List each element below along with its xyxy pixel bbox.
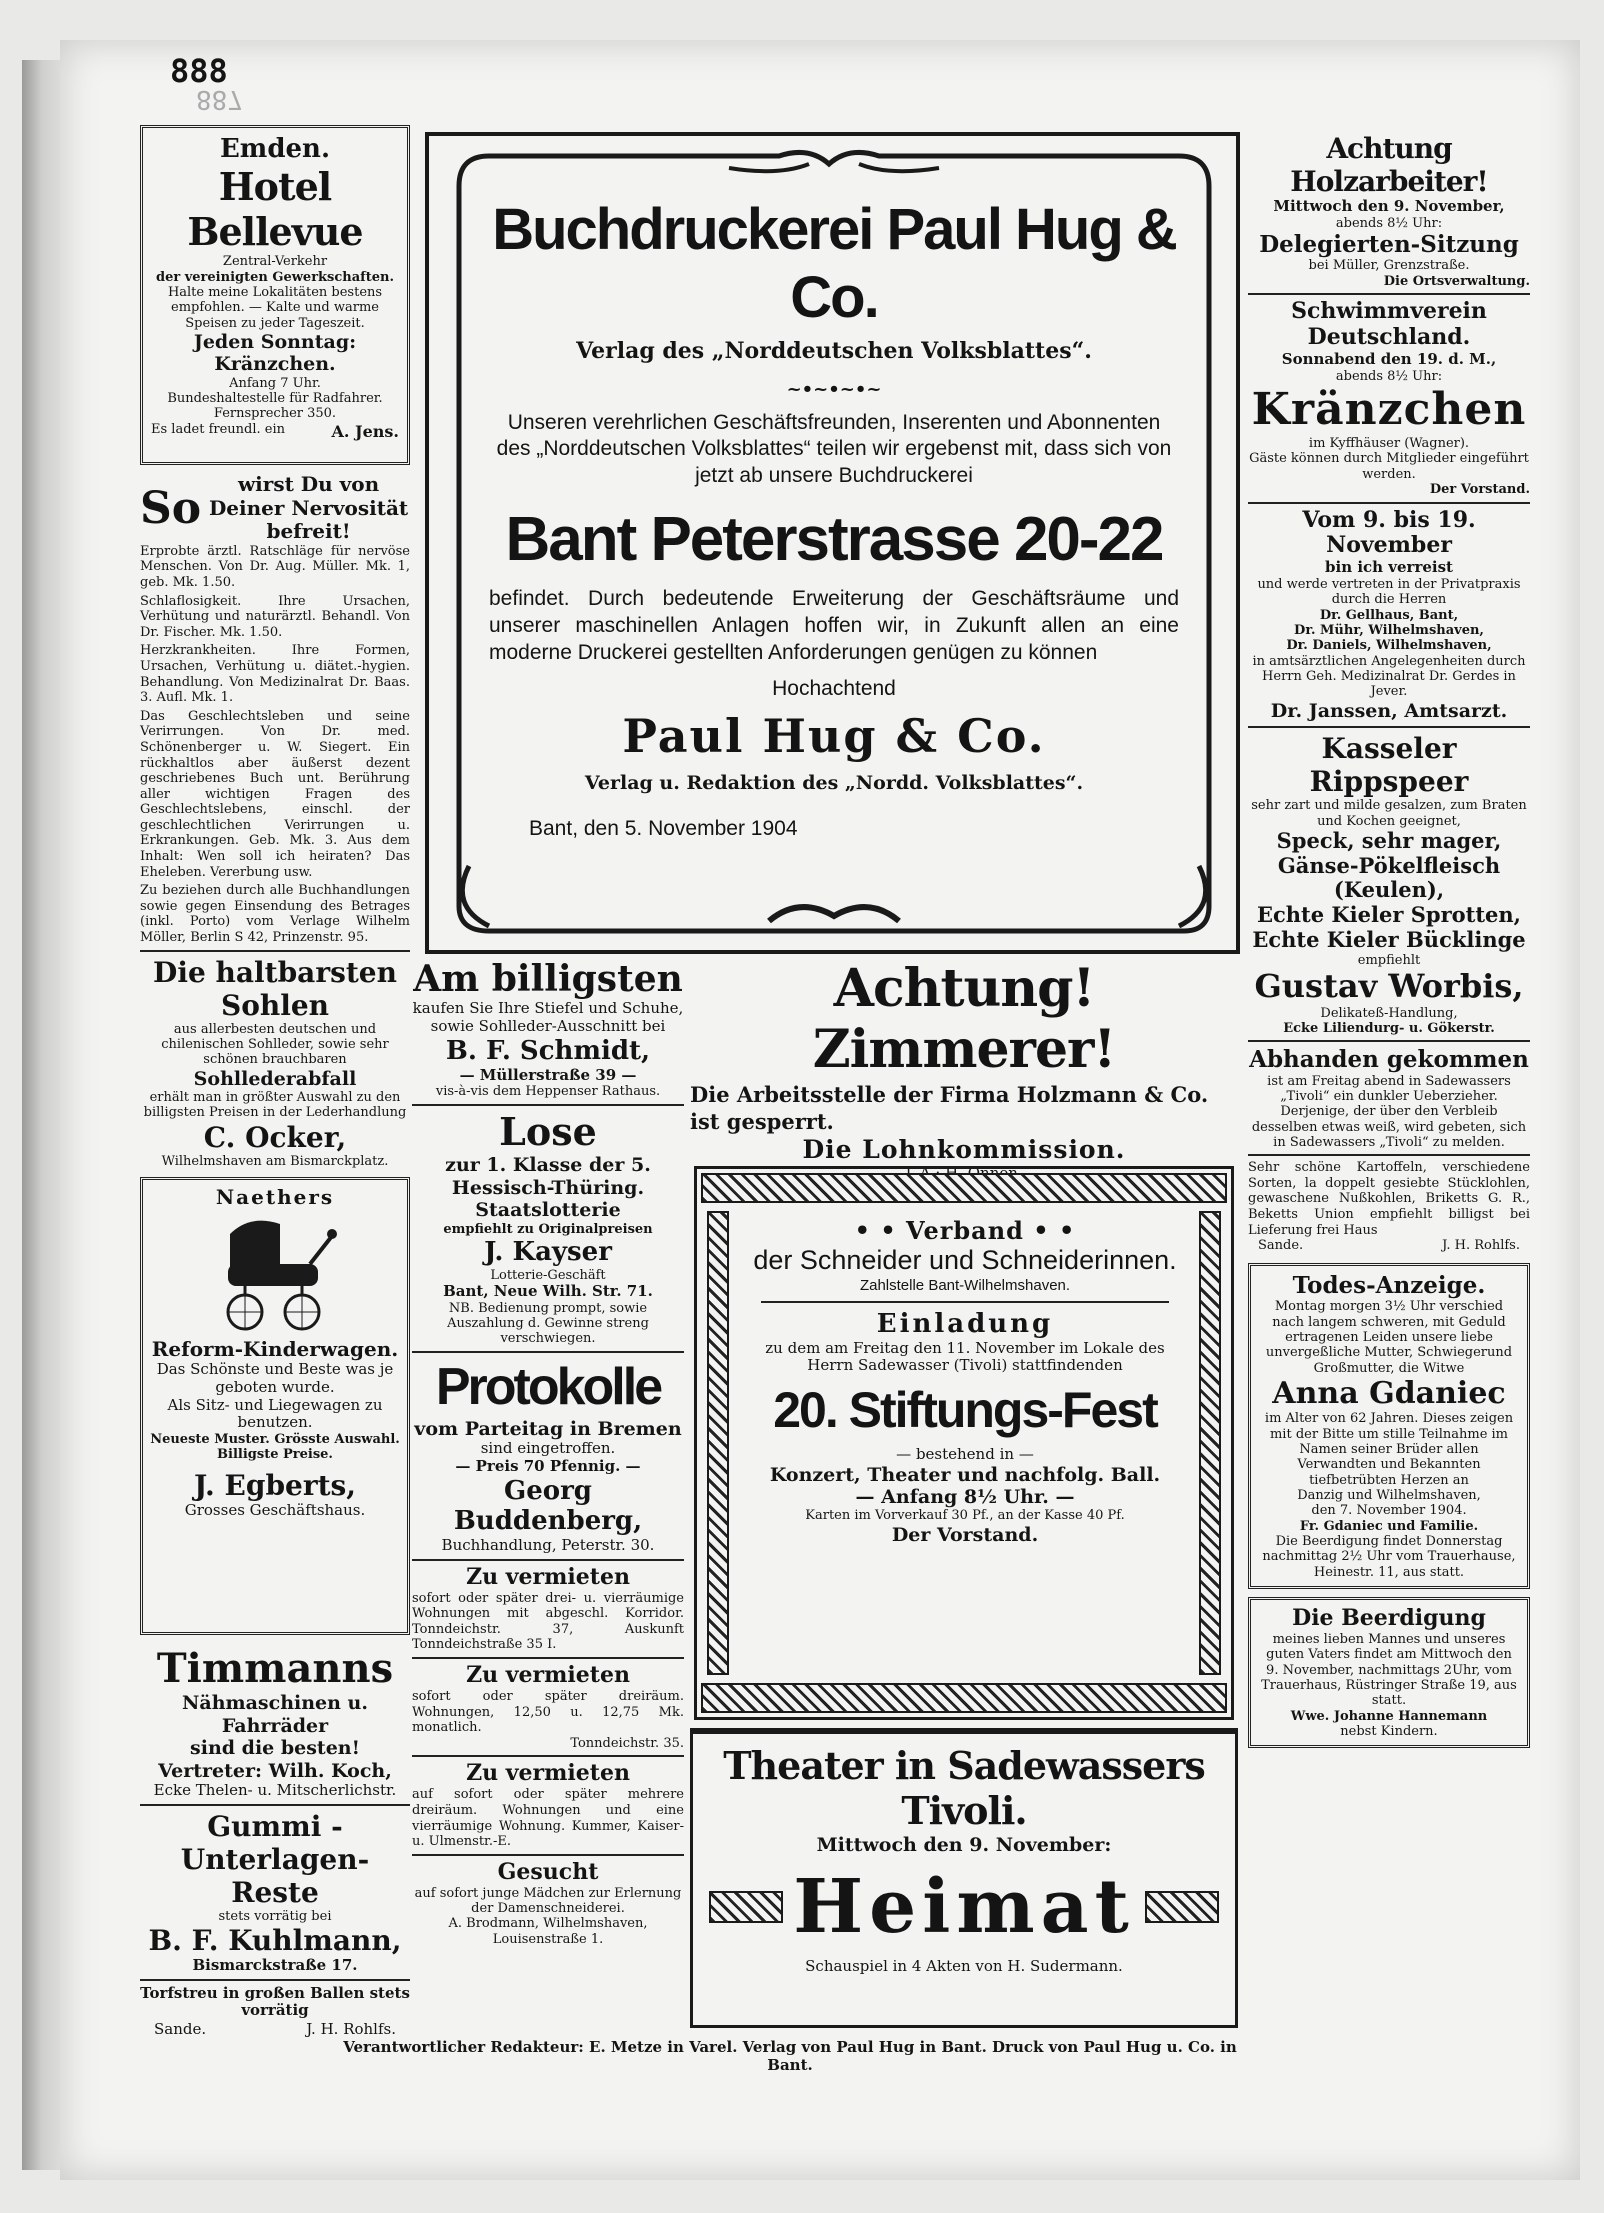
divider <box>412 1351 684 1353</box>
protocols-price: — Preis 70 Pfennig. — <box>455 1457 641 1476</box>
death-place: Danzig und Wilhelmshaven, <box>1297 1487 1481 1503</box>
ad-hotel-bellevue <box>140 125 410 465</box>
ad-nerves <box>140 473 410 946</box>
nerves-p3: Herzkrankheiten. Ihre Formen, Ursachen, Verhütung u. diätet.-hygien. Behandlung. Von Medizinalrat Dr. Baas. 3. Aufl. Mk. 1. <box>140 643 410 706</box>
ad-pram <box>140 1177 410 1635</box>
burial-title: Die Beerdigung <box>1292 1604 1486 1631</box>
swim-event: Kränzchen <box>1251 384 1527 436</box>
tailors-sub: Zahlstelle Bant-Wilhelmshaven. <box>859 1277 1071 1295</box>
divider <box>1248 1040 1530 1042</box>
ad-tailors <box>694 1166 1234 1720</box>
woodworkers-title: Achtung Holzarbeiter! <box>1290 132 1488 199</box>
theater-date: Mittwoch den 9. November: <box>816 1833 1112 1856</box>
hotel-line4: Jeden Sonntag: Kränzchen. <box>193 330 357 376</box>
ad-printer <box>425 132 1240 954</box>
printer-date: Bant, den 5. November 1904 <box>529 817 798 841</box>
nerves-head1: So <box>140 482 202 534</box>
nerves-p5: Zu beziehen durch alle Buchhandlungen sowie gegen Einsendung des Betrages (inkl. Porto) vom Verlage Wilhelm Möller, Berlin S 42, Prinzenstr. 95. <box>140 883 410 946</box>
tailors-border-left <box>707 1211 729 1675</box>
ad-protocols <box>412 1357 684 1555</box>
soles-name: C. Ocker, <box>203 1120 347 1154</box>
printer-address: Bant Peterstrasse 20-22 <box>505 504 1163 574</box>
hotel-line3: Halte meine Lokalitäten bestens empfohlen. — Kalte und warme Speisen zu jeder Tageszeit. <box>167 284 383 331</box>
deli-l4: Echte Kieler Sprotten, <box>1257 902 1521 928</box>
lottery-title: Lose <box>499 1108 597 1154</box>
nerves-p4: Das Geschlechtsleben und seine Verirrungen. Von Dr. med. Schönenberger u. W. Siegert. Ein rückhaltlos aber äußerst dezent geschriebenes Buch unt. Berührung aller wichtigen Fragen des Geschlechtslebens, einschl. der geschlechtlichen Verirrungen u. Erkrankungen. Geb. Mk. 3. Aus dem Inhalt: Wen soll ich heiraten? Das Eheleben. Vererbung usw. <box>140 708 410 880</box>
pram-maker: Naethers <box>215 1185 335 1210</box>
woodworkers-place: bei Müller, Grenzstraße. <box>1308 258 1470 274</box>
tailors-sign: Der Vorstand. <box>891 1523 1039 1546</box>
tailors-border-right <box>1199 1211 1221 1675</box>
hotel-line8: Es ladet freundl. ein <box>151 421 286 437</box>
swim-time: abends 8½ Uhr: <box>1335 368 1443 384</box>
nerves-p1: Erprobte ärztl. Ratschläge für nervöse Menschen. Von Dr. Aug. Müller. Mk. 1, geb. Mk. 1.50. <box>140 543 410 590</box>
carpenters-text: Die Arbeitsstelle der Firma Holzmann & Co. ist gesperrt. <box>690 1081 1209 1135</box>
soles-text: aus allerbesten deutschen und chilenischen Sohlleder, sowie sehr schönen brauchbaren <box>161 1021 389 1068</box>
death-text2: im Alter von 62 Jahren. Dieses zeigen mit der Bitte um stille Teilnahme im Namen seiner Brüder allen Verwandten und Bekannten tiefbetrübten Herzen an <box>1264 1411 1514 1488</box>
rubber-l1: stets vorrätig bei <box>218 1908 332 1924</box>
carpenters-title: Achtung! Zimmerer! <box>812 958 1116 1081</box>
pram-name: J. Egberts, <box>193 1468 357 1502</box>
burial-sign: Wwe. Johanne Hannemann <box>1290 1708 1488 1724</box>
timmanns-l4: Ecke Thelen- u. Mitscherlichstr. <box>153 1780 397 1799</box>
deli-title: Kasseler Rippspeer <box>1309 732 1469 799</box>
hotel-signature: A. Jens. <box>331 421 399 441</box>
cheap-title: Am billigsten <box>413 958 683 1000</box>
wanted-addr: Louisenstraße 1. <box>492 1931 604 1947</box>
timmanns-l1: Nähmaschinen u. Fahrräder <box>182 1692 368 1737</box>
printer-sign-sub: Verlag u. Redaktion des „Nordd. Volksblattes“. <box>584 771 1084 794</box>
divider <box>140 950 410 952</box>
lottery-sub: Lotterie-Geschäft <box>490 1267 606 1283</box>
doctor-d3: Dr. Daniels, Wilhelmshaven, <box>1286 638 1492 654</box>
tailors-invite: Einladung <box>876 1308 1054 1339</box>
potatoes-right: J. H. Rohlfs. <box>1442 1238 1520 1254</box>
tailors-border-top <box>701 1173 1227 1203</box>
pram-l2: Als Sitz- und Liegewagen zu benutzen. <box>167 1395 383 1432</box>
printer-sign: Paul Hug & Co. <box>622 709 1046 764</box>
woodworkers-date: Mittwoch den 9. November, <box>1273 197 1505 216</box>
cheap-text: kaufen Sie Ihre Stiefel und Schuhe, sowie Sohlleder-Ausschnitt bei <box>412 999 684 1036</box>
burial-text: meines lieben Mannes und unseres guten Vaters findet am Mittwoch den 9. November, nachmittags 2Uhr, vom Trauerhaus, Rüstringer Straße 19, aus statt. <box>1261 1631 1517 1709</box>
lost-text: ist am Freitag abend in Sadewassers „Tivoli“ ein dunkler Ueberzieher. Derjenige, der über den Verbleib desselben etwas weiß, wird gebeten, sich in Sadewassers „Tivoli“ zu melden. <box>1251 1073 1527 1150</box>
ad-soles <box>140 956 410 1169</box>
peat-right: J. H. Rohlfs. <box>306 2020 396 2039</box>
ad-rent-2 <box>412 1663 684 1751</box>
pram-l1: Das Schönste und Beste was je geboten wurde. <box>156 1360 394 1396</box>
pram-shop: Grosses Geschäftshaus. <box>184 1500 366 1519</box>
nerves-p2: Schlaflosigkeit. Ihre Ursachen, Verhütung und naturärztl. Behandl. Von Dr. Fischer. Mk. 1.50. <box>140 593 410 640</box>
woodworkers-time: abends 8½ Uhr: <box>1335 215 1443 231</box>
swim-place: im Kyffhäuser (Wagner). <box>1308 435 1470 451</box>
swim-title: Schwimmverein Deutschland. <box>1291 298 1487 351</box>
cheap-addr2: vis-à-vis dem Heppenser Rathaus. <box>435 1084 661 1100</box>
theater-sub: Schauspiel in 4 Akten von H. Sudermann. <box>805 1957 1123 1976</box>
ad-peat <box>140 1985 410 2038</box>
deli-l3: Gänse-Pökelfleisch (Keulen), <box>1277 852 1501 903</box>
deli-l6: empfiehlt <box>1357 952 1421 968</box>
doctor-d1: Dr. Gellhaus, Bant, <box>1319 607 1459 623</box>
deli-sub: Delikateß-Handlung, <box>1320 1005 1458 1021</box>
printer-p2: befindet. Durch bedeutende Erweiterung der Geschäftsräume und unserer maschinellen Anlagen hoffen wir, in Zukunft allen an eine moderne Druckerei gestellten Anforderungen genügen zu können <box>489 586 1179 664</box>
death-funeral: Die Beerdigung findet Donnerstag nachmittag 2½ Uhr vom Trauerhause, Heinestr. 11, aus statt. <box>1262 1533 1516 1580</box>
carpenters-sign: Die Lohnkommission. <box>802 1135 1126 1165</box>
ad-rent-1 <box>412 1565 684 1653</box>
protocols-name: Georg Buddenberg, <box>453 1475 643 1537</box>
ad-swim <box>1248 299 1530 497</box>
death-sign: Fr. Gdaniec und Familie. <box>1299 1518 1479 1534</box>
tailors-event: 20. Stiftungs-Fest <box>773 1381 1157 1438</box>
woodworkers-sign: Die Ortsverwaltung. <box>1383 273 1530 289</box>
ad-timmanns <box>140 1645 410 1800</box>
divider <box>412 1657 684 1659</box>
divider <box>140 1804 410 1806</box>
protocols-addr: Buchhandlung, Peterstr. 30. <box>441 1536 655 1555</box>
ad-death <box>1248 1263 1530 1589</box>
potatoes-text: Sehr schöne Kartoffeln, verschiedene Sorten, la doppelt gesiebte Stücklohlen, gewaschene Nußkohlen, Briketts G. R., Beketts Union empfiehlt billigst bei Lieferung frei Haus <box>1248 1160 1530 1238</box>
divider <box>140 1979 410 1981</box>
ad-lottery <box>412 1110 684 1347</box>
lottery-name: J. Kayser <box>484 1236 612 1267</box>
death-name: Anna Gdaniec <box>1272 1375 1506 1411</box>
printer-greeting: Hochachtend <box>772 676 896 700</box>
divider <box>1248 502 1530 504</box>
ad-woodworkers <box>1248 132 1530 289</box>
divider <box>1248 726 1530 728</box>
death-date: den 7. November 1904. <box>1311 1503 1467 1519</box>
tailors-head: • • Verband • • <box>854 1216 1076 1245</box>
tailors-tickets: Karten im Vorverkauf 30 Pf., an der Kasse 40 Pf. <box>805 1508 1125 1524</box>
ad-potatoes <box>1248 1160 1530 1253</box>
doctor-sign: Dr. Janssen, Amtsarzt. <box>1270 699 1508 722</box>
protocols-sub: vom Parteitag in Bremen <box>414 1417 682 1440</box>
rent2-addr: Tonndeichstr. 35. <box>570 1735 684 1751</box>
printer-sub: Verlag des „Norddeutschen Volksblattes“. <box>576 337 1092 364</box>
rubber-title: Gummi - Unterlagen- <box>180 1809 370 1876</box>
ad-doctor <box>1248 508 1530 723</box>
soles-text2: erhält man in größter Auswahl zu den billigsten Preisen in der Lederhandlung <box>143 1090 407 1121</box>
potatoes-left: Sande. <box>1258 1238 1304 1254</box>
theater-play: Heimat <box>793 1864 1135 1951</box>
hotel-name: Hotel Bellevue <box>187 163 363 254</box>
pram-l3: Neueste Muster. Grösste Auswahl. Billigste Preise. <box>150 1432 400 1463</box>
divider <box>1248 293 1530 295</box>
middle-left-column <box>412 958 684 1947</box>
wanted-text: auf sofort junge Mädchen zur Erlernung der Damenschneiderei. <box>414 1885 682 1917</box>
timmanns-l2: sind die besten! <box>190 1737 360 1760</box>
left-column <box>140 125 410 2038</box>
soles-bold: Sohllederabfall <box>193 1067 357 1090</box>
ad-cheap <box>412 958 684 1100</box>
tailors-start: — Anfang 8½ Uhr. — <box>855 1486 1075 1508</box>
death-title: Todes-Anzeige. <box>1292 1272 1486 1300</box>
timmanns-l3: Vertreter: Wilh. Koch, <box>158 1759 392 1782</box>
timmanns-title: Timmanns <box>156 1645 394 1693</box>
theater-title: Theater in Sadewassers Tivoli. <box>723 1743 1205 1833</box>
soles-addr: Wilhelmshaven am Bismarckplatz. <box>161 1153 389 1169</box>
tailors-l2: Konzert, Theater und nachfolg. Ball. <box>769 1463 1161 1486</box>
ad-lost <box>1248 1046 1530 1150</box>
divider <box>1248 1154 1530 1156</box>
deli-l2: Speck, sehr mager, <box>1276 827 1502 853</box>
lost-title: Abhanden gekommen <box>1249 1046 1529 1074</box>
center-column <box>690 958 1238 1976</box>
nerves-head2: wirst Du von Deiner Nervosität befreit! <box>208 472 409 544</box>
wanted-title: Gesucht <box>497 1858 599 1885</box>
lottery-text: zur 1. Klasse der 5. Hessisch-Thüring. Staatslotterie <box>445 1154 651 1222</box>
lottery-note: NB. Bedienung prompt, sowie Auszahlung d. Gewinne streng verschwiegen. <box>447 1300 649 1347</box>
ad-theater <box>690 1728 1238 2028</box>
ad-rubber <box>140 1810 410 1975</box>
rubber-addr: Bismarckstraße 17. <box>192 1956 358 1975</box>
divider <box>412 1104 684 1106</box>
rent2-title: Zu vermieten <box>466 1662 630 1689</box>
ad-carpenters <box>690 958 1238 1183</box>
rubber-name: B. F. Kuhlmann, <box>148 1924 402 1958</box>
woodworkers-event: Delegierten-Sitzung <box>1259 231 1519 259</box>
divider <box>412 1755 684 1757</box>
rent3-title: Zu vermieten <box>466 1760 630 1787</box>
hotel-line1: Zentral-Verkehr <box>222 254 328 270</box>
doctor-d2: Dr. Mühr, Wilhelmshaven, <box>1294 623 1484 639</box>
doctor-l2: und werde vertreten in der Privatpraxis durch die Herren <box>1257 577 1521 608</box>
doctor-title: Vom 9. bis 19. November <box>1302 506 1476 559</box>
wanted-name: A. Brodmann, Wilhelmshaven, <box>448 1916 648 1932</box>
printer-ornament: ~•~•~•~ <box>786 378 882 400</box>
page-number-ghost: 887 <box>196 84 243 114</box>
rent1-text: sofort oder später drei- u. vierräumige Wohnungen mit abgeschl. Korridor. Tonndeichstr. 37, Auskunft Tonndeichstraße 35 I. <box>412 1590 684 1653</box>
right-column <box>1248 132 1530 1748</box>
tailors-text: zu dem am Freitag den 11. November im Lokale des Herrn Sadewasser (Tivoli) stattfindenden <box>765 1338 1165 1375</box>
pram-illustration <box>210 1214 340 1334</box>
pram-title: Reform-Kinderwagen. <box>151 1336 399 1361</box>
tailors-title: der Schneider und Schneiderinnen. <box>753 1245 1177 1276</box>
swim-text: Gäste können durch Mitglieder eingeführt werden. <box>1249 451 1529 482</box>
hotel-line6: Bundeshaltestelle für Radfahrer. <box>167 391 383 407</box>
burial-sign2: nebst Kindern. <box>1340 1723 1438 1739</box>
page-number: 888 <box>170 52 228 90</box>
ad-deli <box>1248 732 1530 1036</box>
soles-title: Die haltbarsten Sohlen <box>153 955 397 1022</box>
divider <box>761 1301 1169 1303</box>
hotel-city: Emden. <box>219 134 330 164</box>
printer-p1: Unseren verehrlichen Geschäftsfreunden, Inserenten und Abonnenten des „Norddeutschen Volksblattes“ teilen wir ergebenst mit, dass sich von jetzt ab unsere Buchdruckerei <box>496 411 1172 487</box>
imprint-footer: Verantwortlicher Redakteur: E. Metze in Varel. Verlag von Paul Hug in Bant. Druck von Paul Hug u. Co. in Bant. <box>343 2038 1237 2074</box>
printer-title: Buchdruckerei Paul Hug & Co. <box>492 197 1176 331</box>
ad-burial <box>1248 1597 1530 1748</box>
theater-ornament-right <box>1145 1891 1219 1923</box>
doctor-l3: in amtsärztlichen Angelegenheiten durch Herrn Geh. Medizinalrat Dr. Gerdes in Jever. <box>1252 653 1526 700</box>
cheap-name: B. F. Schmidt, <box>445 1035 651 1066</box>
divider <box>412 1854 684 1856</box>
divider <box>412 1559 684 1561</box>
swim-sign: Der Vorstand. <box>1429 481 1530 497</box>
theater-ornament-left <box>709 1891 783 1923</box>
swim-date: Sonnabend den 19. d. M., <box>1281 350 1497 369</box>
deli-name: Gustav Worbis, <box>1254 967 1524 1006</box>
lottery-addr: Bant, Neue Wilh. Str. 71. <box>443 1281 653 1300</box>
death-text: Montag morgen 3½ Uhr verschied nach langem schweren, mit Geduld ertragenen Leiden unsere liebe unvergeßliche Mutter, Schwiegerund Großmutter, die Witwe <box>1265 1299 1513 1376</box>
rubber-title2: Reste <box>231 1875 319 1909</box>
tailors-border-bottom <box>701 1683 1227 1713</box>
hotel-line2: der vereinigten Gewerkschaften. <box>156 269 394 285</box>
rent2-text: sofort oder später dreiräum. Wohnungen, 12,50 u. 12,75 Mk. monatlich. <box>412 1689 684 1736</box>
peat-left: Sande. <box>154 2020 207 2039</box>
deli-addr: Ecke Liliendurg- u. Gökerstr. <box>1283 1021 1495 1037</box>
hotel-line5: Anfang 7 Uhr. <box>229 375 321 391</box>
peat-text: Torfstreu in großen Ballen stets vorrätig <box>140 1983 410 2020</box>
rent3-text: auf sofort oder später mehrere dreiräum. Wohnungen und eine vierräumige Wohnung. Kummer, Kaiser- u. Ulmenstr.-E. <box>412 1787 684 1850</box>
tailors-l1: — bestehend in — <box>896 1444 1034 1463</box>
protocols-l1: sind eingetroffen. <box>480 1439 616 1458</box>
deli-l5: Echte Kieler Bücklinge <box>1252 926 1526 952</box>
lottery-text2: empfiehlt zu Originalpreisen <box>443 1221 653 1237</box>
ad-wanted <box>412 1860 684 1947</box>
deli-l1: sehr zart und milde gesalzen, zum Braten und Kochen geeignet, <box>1251 798 1527 829</box>
doctor-l1: bin ich verreist <box>1325 558 1453 577</box>
rent1-title: Zu vermieten <box>466 1563 630 1590</box>
ad-rent-3 <box>412 1761 684 1849</box>
hotel-line7: Fernsprecher 350. <box>213 406 337 422</box>
cheap-addr: — Müllerstraße 39 — <box>459 1065 637 1084</box>
protocols-title: Protokolle <box>435 1357 661 1416</box>
